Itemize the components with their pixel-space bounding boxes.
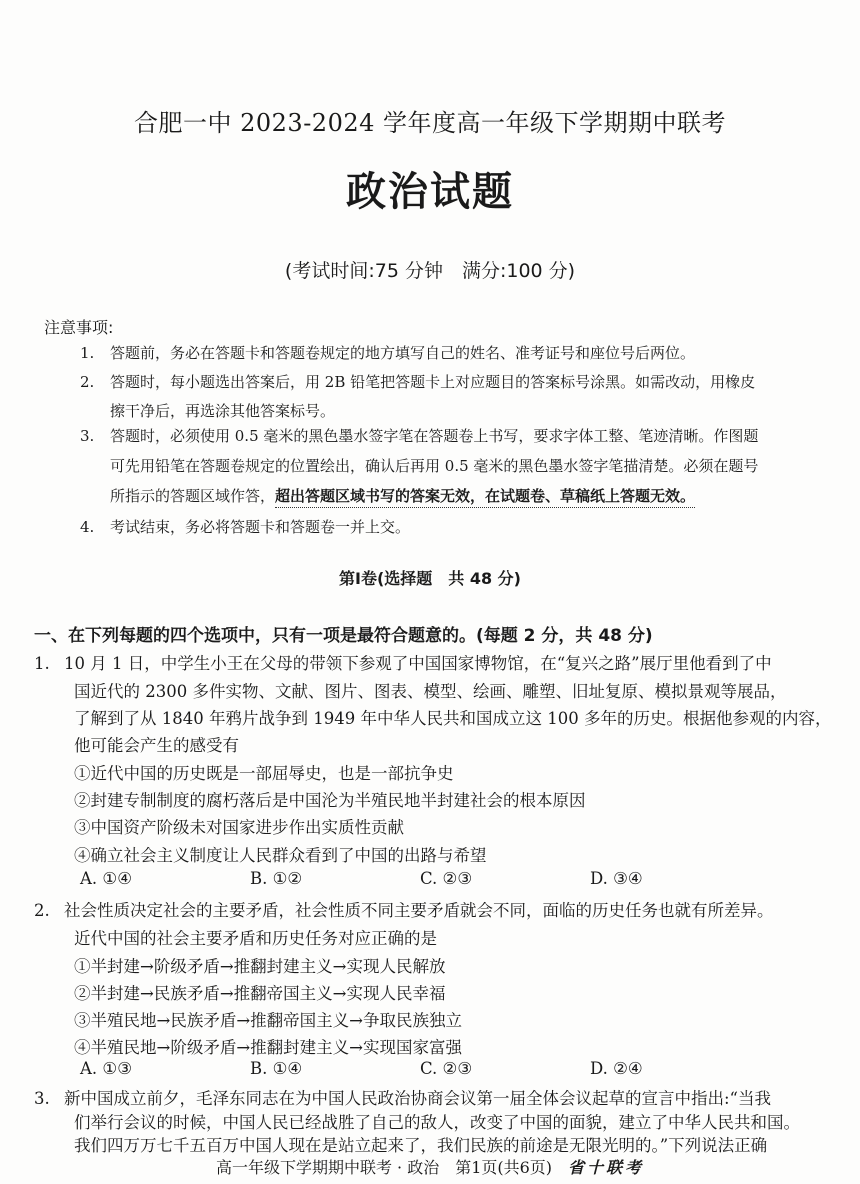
notice-text-continued: 擦干净后，再选涂其他答案标号。	[110, 402, 336, 420]
notice-text-continued	[110, 485, 695, 506]
question-text-continued: 他可能会产生的感受有	[74, 736, 239, 755]
answer-choices	[0, 1059, 860, 1081]
page-footer	[0, 1155, 860, 1178]
exam-time-score: (考试时间:75 分钟 满分:100 分)	[284, 260, 576, 282]
exam-title-line: 合肥一中 2023-2024 学年度高一年级下学期期中联考	[133, 109, 727, 137]
statement: ③半殖民地→民族矛盾→推翻帝国主义→争取民族独立	[74, 1011, 462, 1030]
question-number: 1.	[34, 654, 50, 673]
statement: ②封建专制制度的腐朽落后是中国沦为半殖民地半封建社会的根本原因	[74, 791, 586, 810]
choice-b: B. ①②	[250, 869, 303, 888]
notice-text: 答题时，每小题选出答案后，用 2B 铅笔把答题卡上对应题目的答案标号涂黑。如需改动，用橡皮	[110, 373, 756, 391]
question-number: 3.	[34, 1089, 50, 1108]
question-2	[34, 897, 774, 921]
statement: ①近代中国的历史既是一部屈辱史，也是一部抗争史	[74, 764, 454, 783]
choice-d: D. ②④	[590, 1059, 643, 1078]
notice-item-1	[80, 342, 695, 363]
notice-number: 1.	[80, 344, 95, 362]
question-text-continued: 了解到了从 1840 年鸦片战争到 1949 年中华人民共和国成立这 100 多年的历史。根据他参观的内容，	[74, 709, 832, 728]
subject-title: 政治试题	[346, 168, 514, 215]
notice-text-continued: 可先用铅笔在答题卷规定的位置绘出，确认后再用 0.5 毫米的黑色墨水签字笔描清楚。必须在题号	[110, 457, 759, 475]
statement: ③中国资产阶级未对国家进步作出实质性贡献	[74, 818, 404, 837]
choice-b: B. ①④	[250, 1059, 303, 1078]
footer-text: 高一年级下学期期中联考 · 政治 第1页(共6页)	[215, 1158, 553, 1177]
choice-c: C. ②③	[420, 869, 473, 888]
notice-heading: 注意事项:	[44, 318, 114, 337]
question-text: 10 月 1 日，中学生小王在父母的带领下参观了中国国家博物馆，在“复兴之路”展厅里他看到了中	[64, 654, 772, 673]
statement: ①半封建→阶级矛盾→推翻封建主义→实现人民解放	[74, 957, 446, 976]
choice-a: A. ①④	[80, 869, 132, 888]
notice-item-2	[80, 371, 755, 392]
part-heading: 第Ⅰ卷(选择题 共 48 分)	[339, 569, 521, 588]
statement: ④半殖民地→阶级矛盾→推翻封建主义→实现国家富强	[74, 1038, 462, 1057]
question-text-continued: 们举行会议的时候，中国人民已经战胜了自己的敌人，改变了中国的面貌，建立了中华人民共和国。	[74, 1113, 800, 1132]
question-1	[34, 650, 772, 674]
notice-text: 考试结束，务必将答题卡和答题卷一并上交。	[110, 518, 411, 536]
choice-a: A. ①③	[80, 1059, 132, 1078]
answer-choices	[0, 869, 860, 891]
notice-text: 所指示的答题区域作答，	[110, 487, 276, 505]
notice-number: 2.	[80, 373, 95, 391]
question-text-continued: 我们四万万七千五百万中国人现在是站立起来了，我们民族的前途是无限光明的。”下列说法正确	[74, 1136, 768, 1155]
footer-stamp: 省十联考	[568, 1158, 645, 1177]
notice-text: 答题时，必须使用 0.5 毫米的黑色墨水签字笔在答题卷上书写，要求字体工整、笔迹清晰。作图题	[110, 427, 759, 445]
question-text-continued: 近代中国的社会主要矛盾和历史任务对应正确的是	[74, 929, 437, 948]
notice-item-3	[80, 425, 758, 446]
statement: ②半封建→民族矛盾→推翻帝国主义→实现人民幸福	[74, 984, 446, 1003]
notice-item-4	[80, 516, 410, 537]
statement: ④确立社会主义制度让人民群众看到了中国的出路与希望	[74, 846, 487, 865]
question-text: 新中国成立前夕，毛泽东同志在为中国人民政治协商会议第一届全体会议起草的宣言中指出:“当我	[64, 1089, 771, 1108]
question-number: 2.	[34, 901, 50, 920]
notice-number: 3.	[80, 427, 95, 445]
choice-c: C. ②③	[420, 1059, 473, 1078]
question-3	[34, 1085, 771, 1109]
question-text-continued: 国近代的 2300 多件实物、文献、图片、图表、模型、绘画、雕塑、旧址复原、模拟景观等展品，	[74, 682, 787, 701]
notice-emphasis: 超出答题区域书写的答案无效，在试题卷、草稿纸上答题无效。	[275, 487, 695, 508]
notice-number: 4.	[80, 518, 95, 536]
choice-d: D. ③④	[590, 869, 643, 888]
section-heading: 一、在下列每题的四个选项中，只有一项是最符合题意的。(每题 2 分，共 48 分)	[34, 626, 653, 646]
question-text: 社会性质决定社会的主要矛盾，社会性质不同主要矛盾就会不同，面临的历史任务也就有所差异。	[64, 901, 774, 920]
notice-text: 答题前，务必在答题卡和答题卷规定的地方填写自己的姓名、准考证号和座位号后两位。	[110, 344, 696, 362]
